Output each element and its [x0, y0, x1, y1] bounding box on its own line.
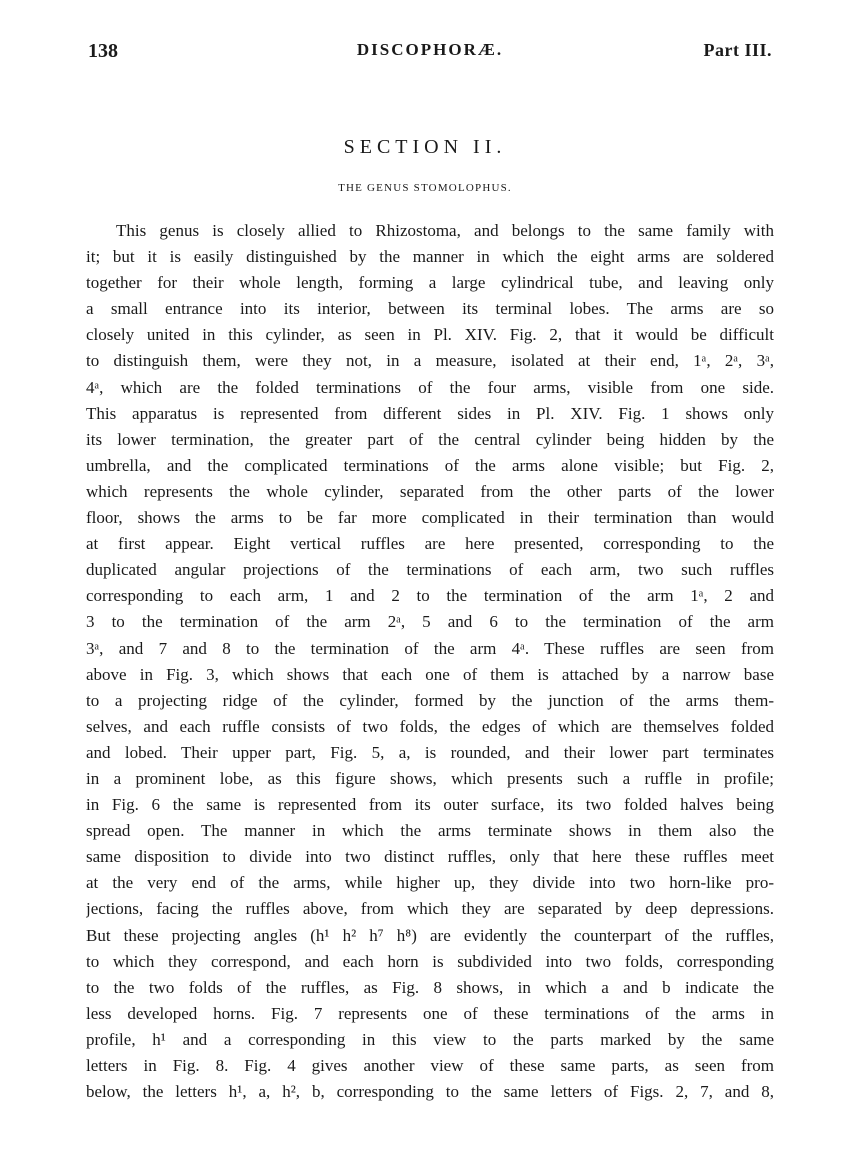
text-line: letters in Fig. 8. Fig. 4 gives another view of these same parts, as seen from: [86, 1056, 774, 1075]
text-line: 4ᵃ, which are the folded terminations of the four arms, visible from one side.: [86, 377, 774, 397]
text-line: at first appear. Eight vertical ruffles are here presented, corresponding to the: [86, 534, 774, 554]
text-line: less developed horns. Fig. 7 represents one of these terminations of the arms in: [86, 1003, 774, 1023]
text-line: a small entrance into its interior, between its terminal lobes. The arms are so: [86, 299, 774, 319]
text-line: and lobed. Their upper part, Fig. 5, a, is rounded, and their lower part terminates: [86, 742, 774, 762]
text-line: This apparatus is represented from different sides in Pl. XIV. Fig. 1 shows only: [86, 403, 774, 423]
body-text: [86, 218, 774, 1105]
text-line: to a projecting ridge of the cylinder, formed by the junction of the arms them-: [86, 690, 774, 710]
text-line: floor, shows the arms to be far more complicated in their termination than would: [86, 508, 774, 528]
text-line: above in Fig. 3, which shows that each one of them is attached by a narrow base: [86, 664, 774, 684]
text-line: profile, h¹ and a corresponding in this view to the parts marked by the same: [86, 1029, 774, 1049]
text-line: jections, facing the ruffles above, from which they are separated by deep depressions.: [86, 899, 774, 919]
text-line: to the two folds of the ruffles, as Fig. 8 shows, in which a and b indicate the: [86, 977, 774, 997]
text-line: This genus is closely allied to Rhizostoma, and belongs to the same family with: [116, 221, 774, 240]
text-line: duplicated angular projections of the terminations of each arm, two such ruffles: [86, 560, 774, 580]
text-line: to distinguish them, were they not, in a measure, isolated at their end, 1ᵃ, 2ᵃ, 3ᵃ,: [86, 351, 774, 371]
text-line: 3 to the termination of the arm 2ᵃ, 5 and 6 to the termination of the arm: [86, 612, 774, 632]
text-line: in Fig. 6 the same is represented from its outer surface, its two folded halves being: [86, 795, 774, 815]
text-line: it; but it is easily distinguished by the manner in which the eight arms are soldered: [86, 247, 774, 267]
text-line: closely united in this cylinder, as seen in Pl. XIV. Fig. 2, that it would be difficult: [86, 325, 774, 345]
text-line: below, the letters h¹, a, h², b, corresponding to the same letters of Figs. 2, 7, and 8,: [86, 1082, 774, 1102]
running-head: [88, 40, 772, 70]
text-line: spread open. The manner in which the arms terminate shows in them also the: [86, 821, 774, 841]
text-line: But these projecting angles (h¹ h² h⁷ h⁸) are evidently the counterpart of the ruffles,: [86, 925, 774, 945]
text-line: which represents the whole cylinder, separated from the other parts of the lower: [86, 481, 774, 501]
text-line: corresponding to each arm, 1 and 2 to the termination of the arm 1ᵃ, 2 and: [86, 586, 774, 606]
page-number: 138: [88, 40, 118, 62]
text-line: in a prominent lobe, as this figure shows, which presents such a ruffle in profile;: [86, 768, 774, 788]
section-subtitle: THE GENUS STOMOLOPHUS.: [338, 182, 512, 194]
text-line: its lower termination, the greater part of the central cylinder being hidden by the: [86, 429, 774, 449]
text-line: umbrella, and the complicated terminations of the arms alone visible; but Fig. 2,: [86, 455, 774, 475]
text-line: to which they correspond, and each horn is subdivided into two folds, corresponding: [86, 951, 774, 971]
text-line: same disposition to divide into two distinct ruffles, only that here these ruffles meet: [86, 847, 774, 867]
section-title: SECTION II.: [343, 136, 507, 158]
text-line: together for their whole length, forming a large cylindrical tube, and leaving only: [86, 273, 774, 293]
running-title: DISCOPHORÆ.: [356, 40, 504, 59]
text-line: selves, and each ruffle consists of two folds, the edges of which are themselves folded: [86, 716, 774, 736]
text-line: at the very end of the arms, while higher up, they divide into two horn-like pro-: [86, 873, 774, 893]
part-label: Part III.: [703, 40, 772, 60]
text-line: 3ᵃ, and 7 and 8 to the termination of the arm 4ᵃ. These ruffles are seen from: [86, 638, 774, 658]
